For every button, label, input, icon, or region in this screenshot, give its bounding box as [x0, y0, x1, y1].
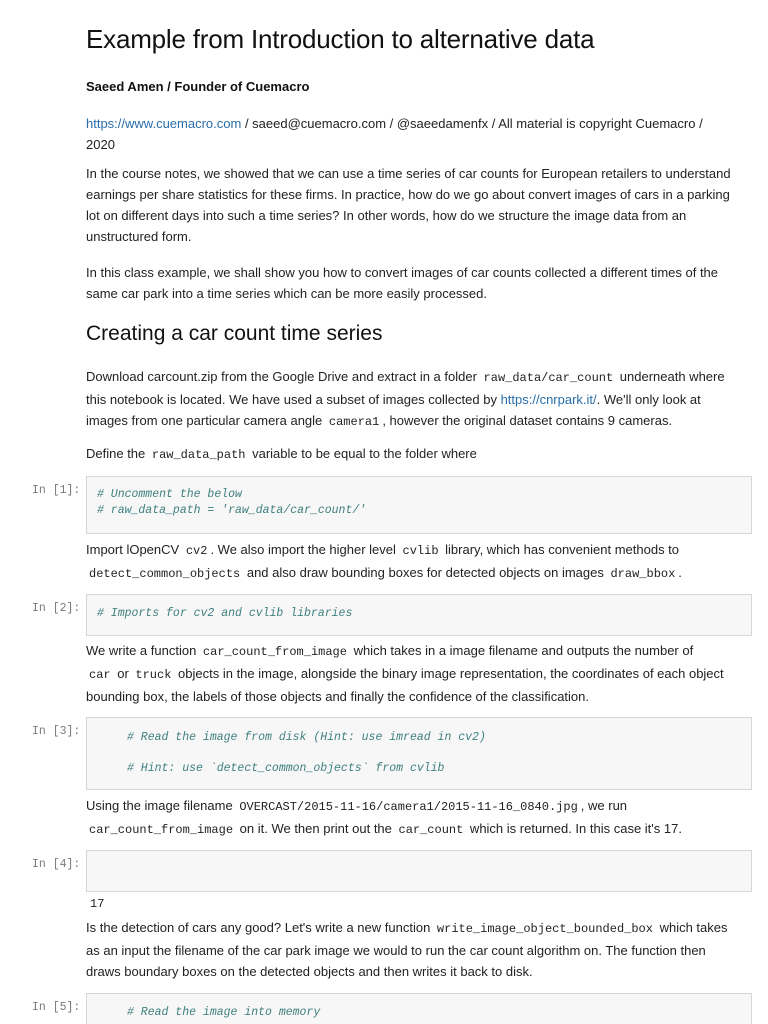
inline-code: cv2	[185, 544, 208, 558]
code-cell-4[interactable]	[86, 850, 752, 892]
filename-paragraph: Using the image filename OVERCAST/2015-11-16/camera1/2015-11-16_0840.jpg , we run car_count_from_image on it. We then print out the car_count which is returned. In this case it's 17.	[86, 798, 682, 837]
section-heading: Creating a car count time series	[86, 322, 383, 345]
intro-paragraph-1: In the course notes, we showed that we can use a time series of car counts for European retailers to understand earnings per share statistics for these firms. In practice, how do we go about convert images of cars in a parking lot on different days into such a time series? In other words, how do we structure the image data from an unstructured form.	[86, 166, 731, 244]
code-comment: # Read the image into memory	[127, 1006, 321, 1019]
cell-prompt: In [1]:	[32, 484, 81, 497]
inline-code: raw_data_path	[151, 448, 246, 462]
intro-paragraph-2: In this class example, we shall show you how to convert images of car counts collected a different times of the same car park into a time series which can be more easily processed.	[86, 265, 719, 301]
cell-prompt: In [2]:	[32, 602, 81, 615]
page-title: Example from Introduction to alternative data	[86, 24, 595, 54]
code-comment: # Hint: use `detect_common_objects` from cvlib	[127, 762, 445, 775]
code-cell-5[interactable]	[86, 993, 752, 1024]
detection-paragraph: Is the detection of cars any good? Let's write a new function write_image_object_bounded_box which takes as an input the filename of the car park image we would to run the car count algorithm on. The function then draws boundary boxes on the detected objects and then writes it back to disk.	[86, 920, 728, 979]
import-paragraph: Import lOpenCV cv2 . We also import the higher level cvlib library, which has convenient methods to detect_common_objects and also draw bounding boxes for detected objects on images draw_bbox .	[86, 542, 682, 581]
contact-paragraph: https://www.cuemacro.com / saeed@cuemacro.com / @saeedamenfx / All material is copyright Cuemacro / 2020	[86, 116, 703, 152]
author-line: Saeed Amen / Founder of Cuemacro	[86, 79, 310, 94]
cell-prompt: In [4]:	[32, 858, 81, 871]
cuemacro-link[interactable]: https://www.cuemacro.com	[86, 116, 242, 131]
inline-code: OVERCAST/2015-11-16/camera1/2015-11-16_0840.jpg	[239, 800, 578, 814]
inline-code: car_count_from_image	[202, 645, 347, 659]
cnrpark-link[interactable]: https://cnrpark.it/	[500, 392, 597, 407]
inline-code: car	[89, 668, 111, 682]
cell-prompt: In [3]:	[32, 725, 81, 738]
code-cell-3[interactable]	[86, 717, 752, 790]
function-paragraph: We write a function car_count_from_image which takes in a image filename and outputs the number of car or truck objects in the image, alongside the binary image representation, the coordinates of each object bounding box, the labels of those objects and finally the confidence of the classification.	[86, 643, 724, 704]
code-comment: # Imports for cv2 and cvlib libraries	[97, 607, 353, 620]
code-cell-2[interactable]	[86, 594, 752, 636]
inline-code: car_count	[398, 823, 464, 837]
inline-code: raw_data/car_count	[483, 371, 614, 385]
inline-code: truck	[135, 668, 172, 682]
inline-code: detect_common_objects	[89, 567, 241, 581]
inline-code: camera1	[328, 415, 380, 429]
cell-output: 17	[90, 897, 105, 911]
cell-prompt: In [5]:	[32, 1001, 81, 1014]
code-comment: # Uncomment the below	[97, 488, 242, 501]
inline-code: draw_bbox	[610, 567, 676, 581]
define-paragraph: Define the raw_data_path variable to be equal to the folder where	[86, 446, 477, 462]
download-paragraph: Download carcount.zip from the Google Drive and extract in a folder raw_data/car_count underneath where this notebook is located. We have used a subset of images collected by https://cnrpark.it/. We'll only look at images from one particular camera angle camera1 , however the original dataset contains 9 cameras.	[86, 369, 725, 429]
code-cell-1[interactable]	[86, 476, 752, 534]
inline-code: cvlib	[402, 544, 439, 558]
inline-code: car_count_from_image	[89, 823, 234, 837]
code-comment: # Read the image from disk (Hint: use imread in cv2)	[127, 731, 486, 744]
code-comment: # raw_data_path = 'raw_data/car_count/'	[97, 504, 367, 517]
inline-code: write_image_object_bounded_box	[436, 922, 653, 936]
